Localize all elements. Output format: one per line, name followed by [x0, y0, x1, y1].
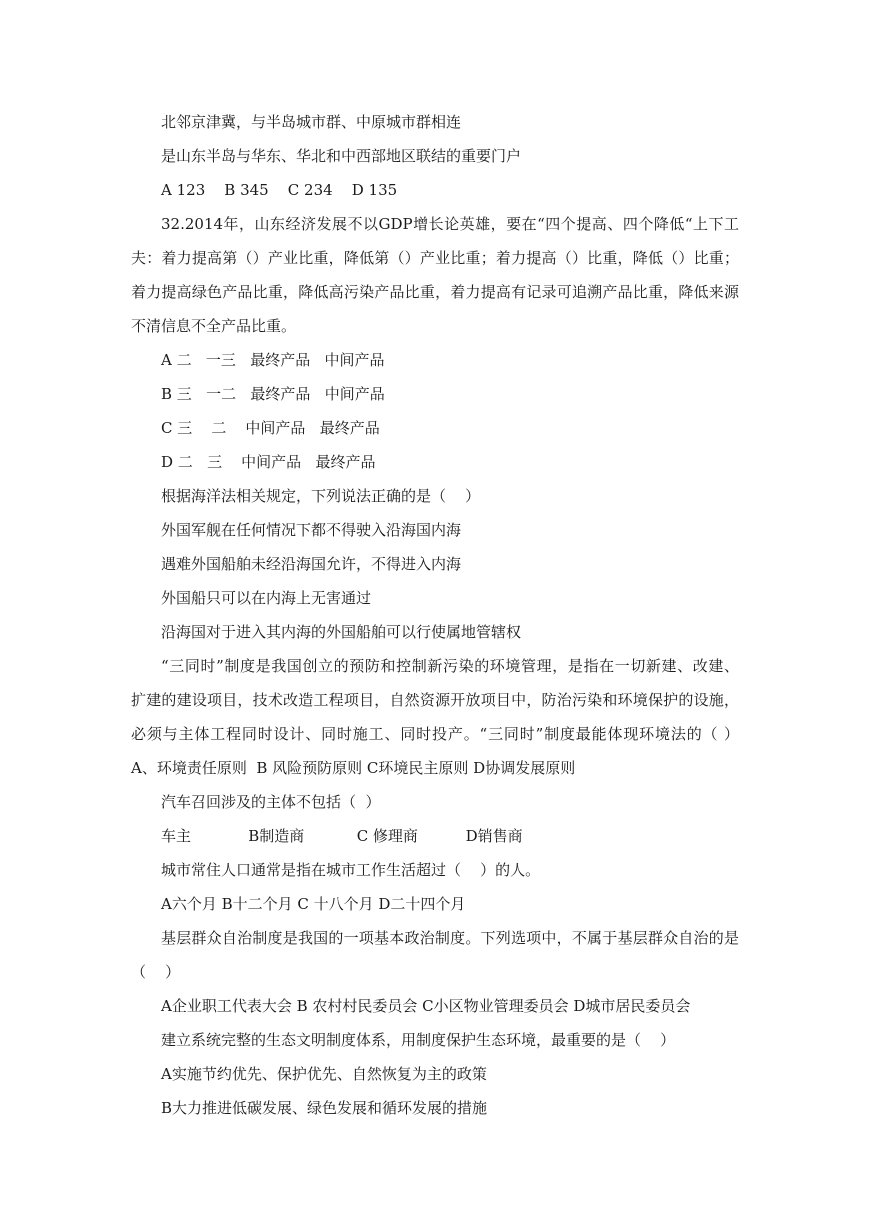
question-urban-population: 城市常住人口通常是指在城市工作生活超过（ ）的人。: [161, 861, 541, 879]
text-line-2: 是山东半岛与华东、华北和中西部地区联结的重要门户: [161, 147, 522, 165]
question-three-simultaneous-line-3: 必须与主体工程同时设计、同时施工、同时投产。“三同时”制度最能体现环境法的（ ）: [131, 725, 739, 743]
sea-law-option-3: 外国船只可以在内海上无害通过: [161, 589, 372, 607]
car-recall-options: 车主 B制造商 C 修理商 D销售商: [161, 827, 523, 845]
ecological-option-b: B大力推进低碳发展、绿色发展和循环发展的措施: [161, 1099, 488, 1117]
option-c: C 三 二 中间产品 最终产品: [161, 419, 380, 437]
urban-population-options: A六个月 B十二个月 C 十八个月 D二十四个月: [161, 895, 466, 913]
sea-law-option-4: 沿海国对于进入其内海的外国船舶可以行使属地管辖权: [161, 623, 522, 641]
question-32-line-1: 32.2014年，山东经济发展不以GDP增长论英雄，要在“四个提高、四个降低“上下工: [161, 215, 739, 233]
three-simultaneous-options: A、环境责任原则 B 风险预防原则 C环境民主原则 D协调发展原则: [131, 759, 576, 777]
option-b: B 三 一二 最终产品 中间产品: [161, 385, 385, 403]
sea-law-option-2: 遇难外国船舶未经沿海国允许，不得进入内海: [161, 555, 462, 573]
question-car-recall: 汽车召回涉及的主体不包括（ ）: [161, 793, 381, 811]
grassroots-options: A企业职工代表大会 B 农村村民委员会 C小区物业管理委员会 D城市居民委员会: [161, 997, 691, 1015]
option-line-3: A 123 B 345 C 234 D 135: [161, 181, 398, 199]
text-line-1: 北邻京津冀，与半岛城市群、中原城市群相连: [161, 113, 462, 131]
question-three-simultaneous-line-1: “三同时”制度是我国创立的预防和控制新污染的环境管理，是指在一切新建、改建、: [161, 657, 739, 675]
question-sea-law: 根据海洋法相关规定，下列说法正确的是（ ）: [161, 487, 481, 505]
sea-law-option-1: 外国军舰在任何情况下都不得驶入沿海国内海: [161, 521, 462, 539]
question-three-simultaneous-line-2: 扩建的建设项目，技术改造工程项目，自然资源开放项目中，防治污染和环境保护的设施，: [131, 691, 739, 709]
question-32-line-3: 着力提高绿色产品比重，降低高污染产品比重，着力提高有记录可追溯产品比重，降低来源: [131, 283, 739, 301]
option-d: D 二 三 中间产品 最终产品: [161, 453, 376, 471]
question-grassroots-line-2: （ ）: [131, 963, 181, 981]
option-a: A 二 一三 最终产品 中间产品: [161, 351, 385, 369]
question-32-line-2: 夫：着力提高第（）产业比重，降低第（）产业比重；着力提高（）比重，降低（）比重；: [131, 249, 739, 267]
ecological-option-a: A实施节约优先、保护优先、自然恢复为主的政策: [161, 1065, 487, 1083]
question-grassroots-line-1: 基层群众自治制度是我国的一项基本政治制度。下列选项中，不属于基层群众自治的是: [161, 929, 739, 947]
question-32-line-4: 不清信息不全产品比重。: [131, 317, 297, 335]
question-ecological-civilization: 建立系统完整的生态文明制度体系，用制度保护生态环境，最重要的是（ ）: [161, 1031, 676, 1049]
